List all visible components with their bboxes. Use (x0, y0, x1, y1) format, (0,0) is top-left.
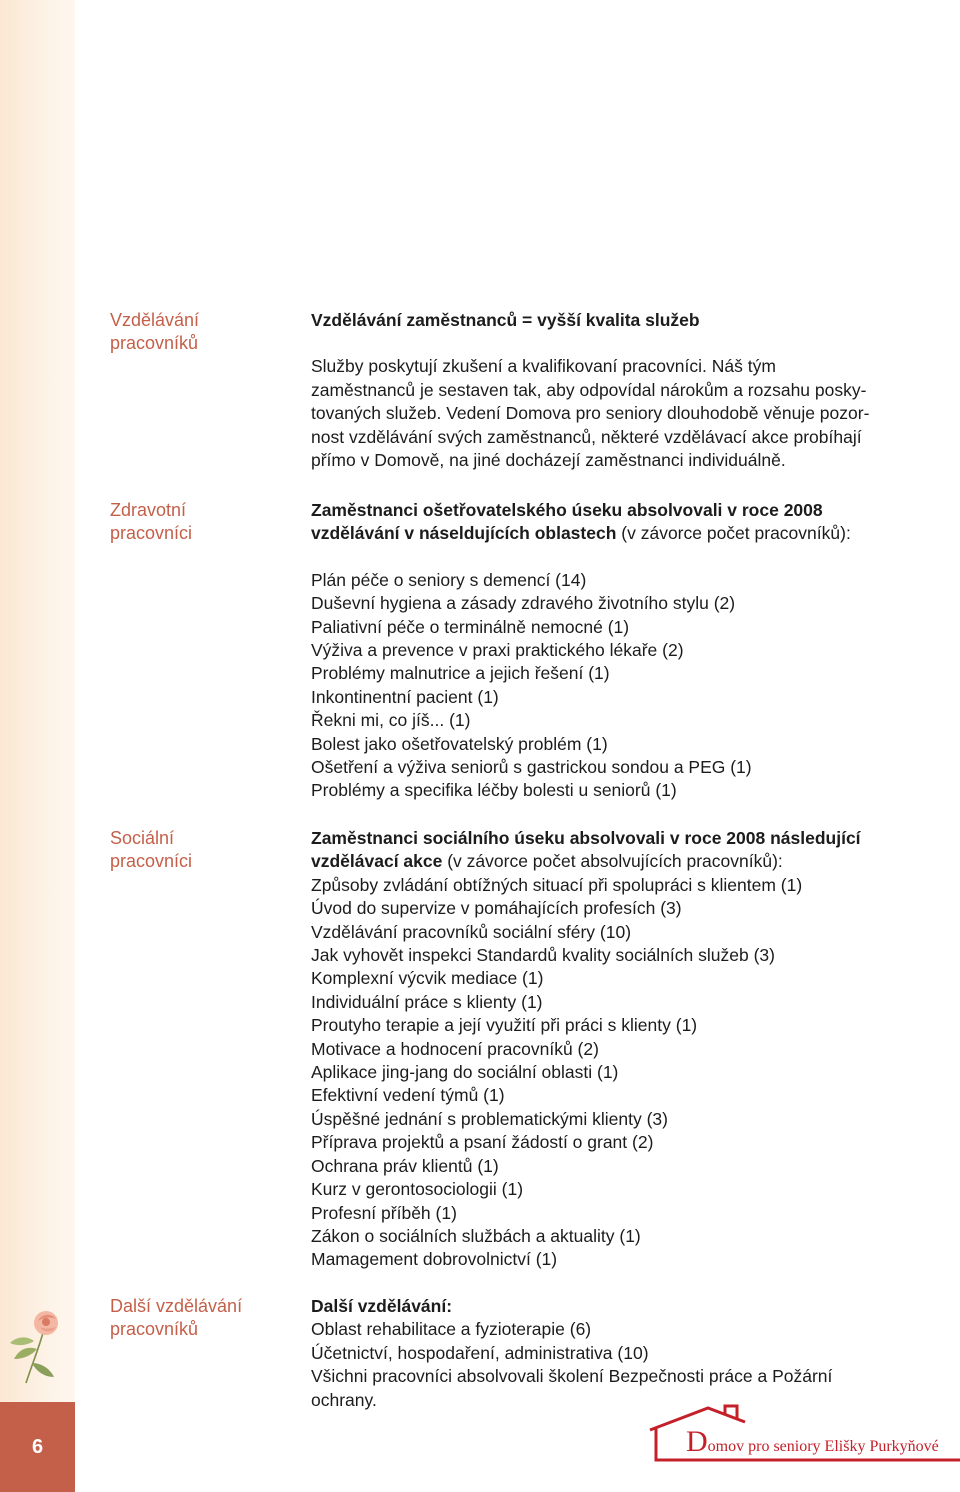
list-item: Plán péče o seniory s demencí (14) (311, 569, 587, 590)
body-line: tovaných služeb. Vedení Domova pro seniory dlouhodobě věnuje pozor- (311, 403, 870, 424)
list-item: Ochrana práv klientů (1) (311, 1155, 499, 1176)
body-line: nost vzdělávání svých zaměstnanců, některé vzdělávací akce probíhají (311, 426, 862, 447)
list-item: Úvod do supervize v pomáhajících profesích (3) (311, 898, 682, 919)
section-intro-line2: vzdělávání v náseldujících oblastech (v závorce počet pracovníků): (311, 523, 851, 544)
list-item: Duševní hygiena a zásady zdravého životního stylu (2) (311, 593, 736, 614)
list-item: Komplexní výcvik mediace (1) (311, 968, 544, 989)
list-item: Jak vyhovět inspekci Standardů kvality sociálních služeb (3) (311, 945, 775, 966)
course-list (311, 569, 941, 803)
list-item: Kurz v gerontosociologii (1) (311, 1179, 524, 1200)
list-item: Paliativní péče o terminálně nemocné (1) (311, 616, 630, 637)
body-line: zaměstnanců je sestaven tak, aby odpovídal nárokům a rozsahu posky- (311, 379, 867, 400)
list-item: Účetnictví, hospodaření, administrativa (10) (311, 1342, 649, 1363)
list-item: ochrany. (311, 1389, 377, 1410)
list-item: Ošetření a výživa seniorů s gastrickou sondou a PEG (1) (311, 757, 752, 778)
list-item: Příprava projektů a psaní žádostí o grant (2) (311, 1132, 654, 1153)
list-item: Problémy a specifika léčby bolesti u seniorů (1) (311, 780, 677, 801)
section-health (311, 499, 941, 803)
list-item: Všichni pracovníci absolvovali školení Bezpečnosti práce a Požární (311, 1366, 833, 1387)
list-item: Mamagement dobrovolnictví (1) (311, 1249, 558, 1270)
logo-text: Domov pro seniory Elišky Purkyňové (686, 1425, 939, 1458)
list-item: Profesní příběh (1) (311, 1202, 457, 1223)
list-item: Vzdělávání pracovníků sociální sféry (10) (311, 921, 632, 942)
list-item: Výživa a prevence v praxi praktického lékaře (2) (311, 640, 684, 661)
section-label-social: Sociální pracovníci (110, 828, 193, 871)
rose-illustration (4, 1305, 70, 1387)
section-label-health: Zdravotní pracovníci (110, 500, 193, 543)
section-intro-line2: vzdělávací akce (v závorce počet absolvujících pracovníků): (311, 851, 783, 872)
list-item: Řekni mi, co jíš... (1) (311, 710, 471, 731)
list-item: Inkontinentní pacient (1) (311, 686, 499, 707)
section-social (311, 827, 941, 1272)
body-line: přímo v Domově, na jiné docházejí zaměstnanci individuálně. (311, 450, 786, 471)
section-heading: Další vzdělávání: (311, 1296, 453, 1316)
list-item: Zákon o sociálních službách a aktuality (1) (311, 1225, 641, 1246)
section-education (311, 309, 941, 472)
list-item: Motivace a hodnocení pracovníků (2) (311, 1038, 599, 1059)
section-label-education: Vzdělávání pracovníků (110, 310, 200, 353)
side-strip (0, 0, 75, 1492)
list-item: Efektivní vedení týmů (1) (311, 1085, 505, 1106)
section-intro: Zaměstnanci ošetřovatelského úseku absolvovali v roce 2008 (311, 500, 823, 520)
list-item: Problémy malnutrice a jejich řešení (1) (311, 663, 610, 684)
list-item: Úspěšné jednání s problematickými klienty (3) (311, 1108, 668, 1129)
list-item: Proutyho terapie a její využití při práci s klienty (1) (311, 1015, 698, 1036)
list-item: Oblast rehabilitace a fyzioterapie (6) (311, 1319, 592, 1340)
list-item: Bolest jako ošetřovatelský problém (1) (311, 733, 608, 754)
section-heading: Vzdělávání zaměstnanců = vyšší kvalita služeb (311, 310, 700, 330)
list-item: Aplikace jing-jang do sociální oblasti (1) (311, 1062, 619, 1083)
section-intro: Zaměstnanci sociálního úseku absolvovali v roce 2008 následující (311, 828, 861, 848)
list-item: Způsoby zvládání obtížných situací při spolupráci s klientem (1) (311, 874, 803, 895)
section-further (311, 1295, 941, 1412)
course-list (311, 874, 941, 1272)
body-line: Služby poskytují zkušení a kvalifikovaní pracovníci. Náš tým (311, 356, 776, 377)
page-number: 6 (0, 1402, 75, 1492)
course-list (311, 1318, 941, 1412)
list-item: Individuální práce s klienty (1) (311, 991, 543, 1012)
section-label-further: Další vzdělávání pracovníků (110, 1296, 243, 1339)
